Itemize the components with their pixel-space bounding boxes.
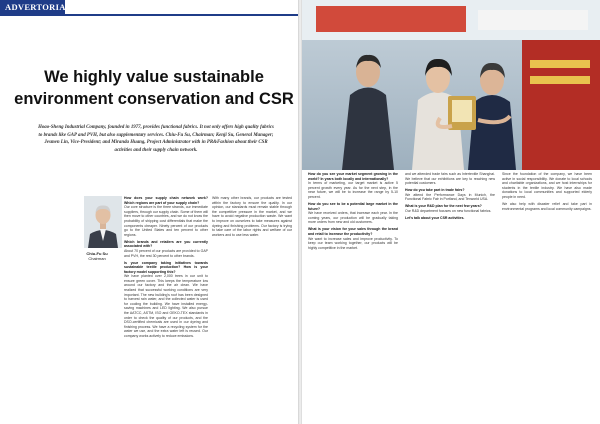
column-c <box>308 172 398 253</box>
question: How does your supply chain network work? Which regions are part of your supply chain? <box>124 196 208 205</box>
left-page <box>0 0 298 424</box>
answer: We have planted over 2,000 trees in our unit to ensure green cover. This keeps the temperature low around our factory and the air clean. We have realized that successful working conditions are very important. The new building's roof has been designed to harvest rain water, and the collected water is used for cooling the building. We have installed energy-saving machines and LED lighting. We also pursue the AATCC, ASTM, ISO and OEKO-TEX standards in order to check the quality of our products, and the DSO-certified chemicals are used in our dyeing and finishing process. We have a recycling system for the water we use, and the extra water left is reused. Our company works actively to reduce emissions. <box>124 274 208 338</box>
answer: Since the foundation of the company, we have been active in social responsibility. We donate to local schools and charitable organizations, and we host internships for students in the textile industry. We have also made donations to local communities and supported elderly people in need. <box>502 172 592 199</box>
section-tag: ADVERTORIAL <box>0 0 65 14</box>
answer: With many other brands, our products are tested within the factory to ensure the quality. In our opinion, our standards must remain stable through the competitive pressure in the market, and we have to avoid negative production waste. We want to improve on ourselves to take measures against dyeing and finishing problems. Our factory is trying to take care of the labor rights and welfare of our workers and to use less water. <box>212 196 292 237</box>
answer: Our R&D department focuses on new functional fabrics. <box>405 208 492 213</box>
column-b <box>212 196 292 240</box>
answer: We also help with disaster relief and take part in environmental programs and local community campaigns. <box>502 201 592 211</box>
award-ceremony-photo <box>302 0 600 170</box>
answer: We attend the Performance Days in Munich, the Functional Fabric Fair in Portland, and Texworld USA. <box>405 192 495 202</box>
column-e <box>502 172 592 214</box>
answer: About 70 percent of our products are provided to GAP and PVH, the rest 30 percent to other brands. <box>124 248 208 258</box>
headline: We highly value sustainable environment conservation and CSR <box>14 68 294 108</box>
question: How do you see to be a potential large market in the future? <box>308 201 398 211</box>
portrait-caption <box>74 251 120 261</box>
section-rule <box>0 14 298 16</box>
question: Let's talk about your CSR activities. <box>405 215 465 220</box>
caption-title: Chairman <box>88 256 106 261</box>
answer: In terms of marketing, our target market is active 5 percent growth every year. As for the next step, in the near future, we will be to increase the range by 5-10 percent. <box>308 181 398 199</box>
question: Which brands and retailers are you currently associated with? <box>124 239 208 249</box>
question: How do you take part in trade fairs? <box>405 188 465 193</box>
question: Is your company taking initiatives towards sustainable textile production? How is your factory model supporting this? <box>124 260 208 274</box>
column-d <box>405 172 495 223</box>
standfirst: Hoao-Sheng Industrial Company, founded in 1977, provides functional fabrics. It not only offers high quality fabrics to brands like GAP and PVH, but also supplementary services. Chiu-Fu Su, Chairman; Kenji Su, General Manager; Jesmen Lin, Vice-President; and Miranda Huang, Project Administrator with in PR&Fashion about their CSR activities and their supply chain network. <box>38 125 274 153</box>
right-page <box>302 0 600 424</box>
question: How do you see your market segment growing in the world? In years both locally and internationally? <box>308 172 398 181</box>
answer: Our core structure is the three strands, our immediate suppliers, through our supply chain. Some of them will then move to other countries, and we do not know the probability of shipping cost differentials that make the components cheaper. Ninety percent of our products go to the United States and ten percent to other regions. <box>124 205 208 237</box>
answer: We have received orders, that increase each year. In the coming years, our production will be gradually taking more orders from new and old customers. <box>308 211 398 225</box>
question: What is your vision for your sales through the brand and retail to increase the productivity? <box>308 227 398 236</box>
chairman-portrait <box>84 196 122 248</box>
question: What is your R&D plan for the next few years? <box>405 204 482 209</box>
caption-name: Chiu-Fu Su <box>86 251 108 256</box>
answer: and we attended trade fairs such as Intertextile Shanghai. We believe that our exhibitions are key to reaching new potential customers. <box>405 172 495 186</box>
answer: We want to increase sales and improve productivity. To keep our team working together, our products will be highly competitive in the market. <box>308 236 398 250</box>
column-a <box>124 196 208 341</box>
